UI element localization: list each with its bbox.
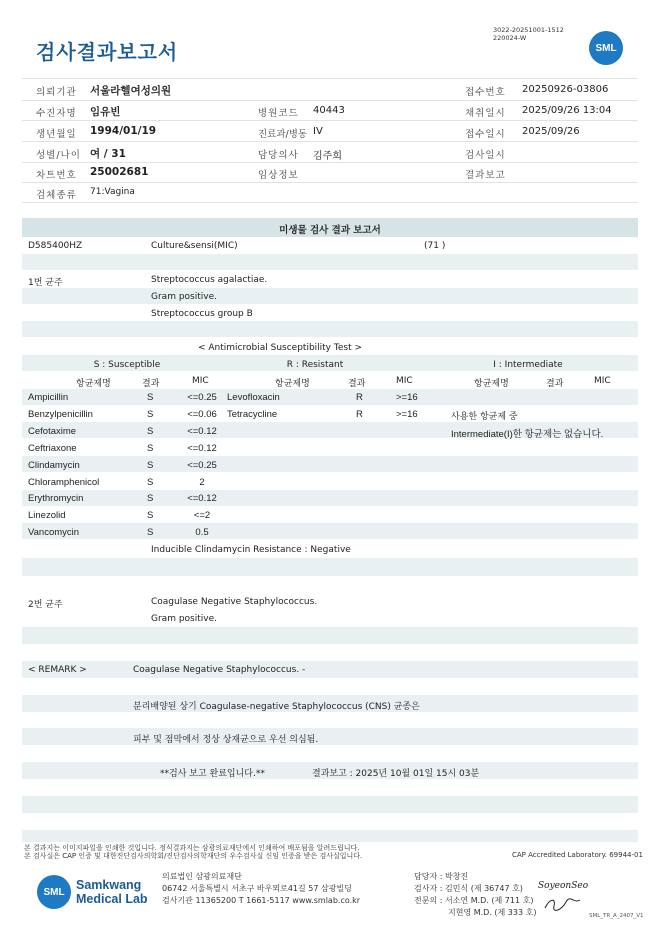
- ast-mic: <=0.25: [187, 392, 217, 403]
- ast-result: S: [147, 527, 154, 538]
- band: [22, 728, 638, 745]
- tester: 검사자 : 김민식 (제 36747 호): [414, 884, 523, 893]
- manager: 담당자 : 박창진: [414, 872, 469, 881]
- brand-name: [76, 878, 148, 906]
- sex-age-value: 여 / 31: [90, 148, 126, 160]
- ast-result: S: [147, 443, 154, 454]
- band: [22, 288, 638, 304]
- ast-drug: Vancomycin: [28, 527, 80, 538]
- col-mic: MIC: [396, 376, 413, 386]
- divider: [22, 78, 638, 79]
- divider: [22, 120, 638, 121]
- ast-result: S: [147, 477, 154, 488]
- patient-value: 임유빈: [90, 106, 121, 118]
- sml-logo-text: SML: [595, 43, 617, 54]
- strain2-line: Gram positive.: [151, 614, 217, 624]
- inducible-result: Inducible Clindamycin Resistance : Negative: [151, 545, 351, 555]
- receipt-date-label: 접수일시: [465, 129, 506, 140]
- ast-mic: <=0.12: [187, 493, 217, 504]
- document-id: [493, 26, 564, 42]
- report-label: 결과보고: [465, 170, 506, 181]
- ast-mic: >=16: [396, 409, 418, 420]
- band: [22, 523, 638, 539]
- ast-result: R: [356, 392, 363, 403]
- section-title: 미생물 검사 결과 보고서: [279, 225, 381, 236]
- expert-2: 지현영 M.D. (제 333 호): [448, 908, 537, 917]
- test-date-label: 검사일시: [465, 150, 506, 161]
- ast-result: S: [147, 493, 154, 504]
- cap-accreditation: CAP Accredited Laboratory. 69944-01: [512, 851, 643, 859]
- ast-mic: <=0.25: [187, 460, 217, 471]
- band: [22, 796, 638, 813]
- doc-id-line-2: 220024-W: [493, 34, 527, 42]
- dept-value: IV: [313, 126, 323, 137]
- band: [22, 490, 638, 506]
- legend-resistant: R : Resistant: [286, 360, 344, 370]
- collection-value: 2025/09/26 13:04: [522, 105, 612, 116]
- legend-intermediate: I : Intermediate: [493, 360, 563, 370]
- doctor-value: 김주희: [313, 151, 342, 162]
- ast-mic: <=0.12: [187, 443, 217, 454]
- ast-drug: Ceftriaxone: [28, 443, 77, 454]
- receipt-date-value: 2025/09/26: [522, 126, 580, 137]
- ast-note: 사용한 항균제 중: [451, 412, 518, 422]
- collection-label: 채취일시: [465, 108, 506, 119]
- remark-line: 분리배양된 상기 Coagulase-negative Staphylococcus (CNS) 균종은: [133, 702, 420, 712]
- ast-drug: Ampicillin: [28, 392, 69, 403]
- specimen-label: 검체종류: [36, 190, 77, 201]
- col-result: 결과: [142, 379, 160, 389]
- form-code: SML_TR_A_2407_V1: [589, 913, 644, 919]
- doctor-label: 담당의사: [258, 150, 299, 161]
- patient-label: 수진자명: [36, 108, 77, 119]
- ast-result: R: [356, 409, 363, 420]
- ast-result: S: [147, 392, 154, 403]
- signature-scribble: [542, 896, 582, 914]
- ast-drug: Clindamycin: [28, 460, 80, 471]
- chart-value: 25002681: [90, 166, 149, 178]
- ast-drug: Linezolid: [28, 510, 66, 521]
- remark-label: < REMARK >: [28, 665, 87, 675]
- col-mic: MIC: [192, 376, 209, 386]
- ast-mic: 2: [199, 477, 205, 488]
- clinical-label: 임상정보: [258, 170, 299, 181]
- col-drug: 항균제명: [474, 379, 509, 389]
- page-title: 검사결과보고서: [36, 40, 179, 64]
- col-drug: 항균제명: [76, 379, 111, 389]
- band: [22, 456, 638, 472]
- sex-age-label: 성별/나이: [36, 150, 81, 161]
- divider: [22, 100, 638, 101]
- remark-line: 피부 및 점막에서 정상 상재균으로 우선 의심됨.: [133, 735, 319, 745]
- band: [22, 661, 638, 678]
- sml-footer-logo-text: SML: [43, 887, 65, 898]
- ast-drug: Chloramphenicol: [28, 477, 100, 488]
- dept-label: 진료과/병동: [258, 129, 308, 140]
- brand-line-1: Samkwang: [76, 878, 142, 892]
- col-result: 결과: [546, 379, 564, 389]
- col-mic: MIC: [594, 376, 611, 386]
- strain1-line: Gram positive.: [151, 292, 217, 302]
- hospital-code-value: 40443: [313, 105, 345, 116]
- dob-value: 1994/01/19: [90, 125, 157, 137]
- report-complete: **검사 보고 완료입니다.**: [160, 769, 265, 779]
- chart-label: 차트번호: [36, 170, 77, 181]
- ast-title: < Antimicrobial Susceptibility Test >: [198, 343, 362, 353]
- strain1-label: 1번 균주: [28, 278, 63, 288]
- ast-mic: <=0.12: [187, 426, 217, 437]
- legend-susceptible: S : Susceptible: [93, 360, 161, 370]
- receipt-no-value: 20250926-03806: [522, 84, 609, 95]
- strain2-line: Coagulase Negative Staphylococcus.: [151, 597, 318, 607]
- band: [22, 389, 638, 405]
- org-address: 06742 서울특별시 서초구 바우뫼로41길 57 삼광빌딩: [162, 884, 352, 893]
- receipt-no-label: 접수번호: [465, 87, 506, 98]
- divider: [22, 202, 638, 203]
- remark-line: Coagulase Negative Staphylococcus. -: [133, 665, 306, 675]
- ast-drug: Levofloxacin: [227, 392, 280, 403]
- ast-mic: 0.5: [195, 527, 209, 538]
- org-contact: 검사기관 11365200 T 1661-5117 www.smlab.co.kr: [162, 896, 361, 905]
- divider: [22, 182, 638, 183]
- ast-result: S: [147, 409, 154, 420]
- band: [22, 830, 638, 842]
- signature-seo: SoyeonSeo: [538, 881, 589, 891]
- notice-accreditation: 본 검사실은 CAP 인증 및 대한진단검사의학회/진단검사의학재단의 우수검사실 신임 인증을 받은 검사실입니다.: [24, 852, 363, 860]
- ast-result: S: [147, 460, 154, 471]
- band: [22, 321, 638, 337]
- test-number: (71 ): [424, 241, 446, 251]
- dob-label: 생년월일: [36, 129, 77, 140]
- ast-drug: Erythromycin: [28, 493, 84, 504]
- org-name: 의료법인 삼광의료재단: [162, 872, 242, 881]
- ast-mic: >=16: [396, 392, 418, 403]
- strain2-label: 2번 균주: [28, 600, 63, 610]
- band: [22, 627, 638, 644]
- divider: [22, 141, 638, 142]
- notice-image: 본 결과지는 이미지파일을 인쇄한 것입니다. 정식결과지는 삼광의료재단에서 인쇄하여 배포됨을 알려드립니다.: [24, 844, 360, 852]
- doc-id-line-1: 3022-20251001-1512: [493, 26, 564, 34]
- requester-value: 서울라헬여성의원: [90, 85, 172, 97]
- col-result: 결과: [348, 379, 366, 389]
- test-name: Culture&sensi(MIC): [151, 241, 238, 251]
- requester-label: 의뢰기관: [36, 87, 77, 98]
- band: [22, 254, 638, 270]
- ast-note: Intermediate(I)한 항균제는 없습니다.: [451, 429, 604, 440]
- expert-1: 전문의 : 서소연 M.D. (제 711 호): [414, 896, 534, 905]
- specimen-value: 71:Vagina: [90, 187, 135, 197]
- band: [22, 558, 638, 576]
- brand-line-2: Medical Lab: [76, 892, 148, 906]
- strain1-line: Streptococcus agalactiae.: [151, 275, 268, 285]
- ast-mic: <=2: [193, 510, 211, 521]
- hospital-code-label: 병원코드: [258, 108, 299, 119]
- col-drug: 항균제명: [275, 379, 310, 389]
- report-time: 결과보고 : 2025년 10월 01일 15시 03분: [312, 769, 480, 779]
- ast-result: S: [147, 510, 154, 521]
- test-code: D585400HZ: [28, 241, 83, 251]
- strain1-line: Streptococcus group B: [151, 309, 253, 319]
- ast-drug: Benzylpenicillin: [28, 409, 93, 420]
- ast-drug: Tetracycline: [227, 409, 278, 420]
- ast-mic: <=0.06: [187, 409, 217, 420]
- divider: [22, 162, 638, 163]
- ast-result: S: [147, 426, 154, 437]
- ast-drug: Cefotaxime: [28, 426, 77, 437]
